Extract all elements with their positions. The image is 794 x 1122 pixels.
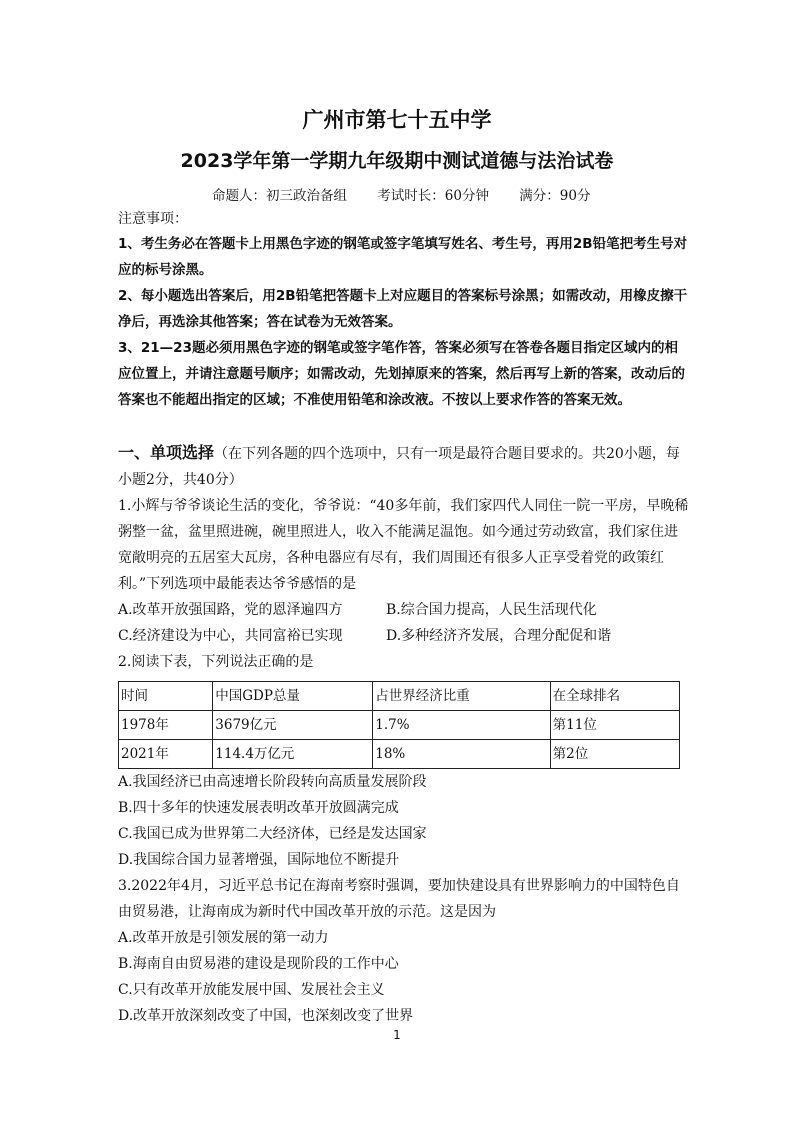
question-3-stem: 3.2022年4月，习近平总书记在海南考察时强调，要加快建设具有世界影响力的中国特色自由贸易港，让海南成为新时代中国改革开放的示范。这是因为 [118, 878, 680, 920]
setter-text: 命题人：初三政治备组 [212, 188, 347, 204]
gdp-table [118, 681, 680, 769]
question-1-options [118, 597, 690, 649]
duration-text: 考试时长：60分钟 [377, 188, 489, 204]
exam-meta [212, 184, 616, 204]
table-cell: 1.7% [373, 711, 550, 740]
exam-title: 2023学年第一学期九年级期中测试道德与法治试卷 [180, 150, 614, 172]
notice-item: 3、21—23题必须用黑色字迹的钢笔或签字笔作答，答案必须写在答卷各题目指定区域内的相应位置上，并请注意题号顺序；如需改动，先划掉原来的答案，然后再写上新的答案，改动后的答案也不能超出指定的区域；不准使用铅笔和涂改液。不按以上要求作答的答案无效。 [118, 340, 685, 408]
score-text: 满分：90分 [519, 188, 591, 204]
q3-option-b: B.海南自由贸易港的建设是现阶段的工作中心 [118, 956, 399, 972]
notice-heading: 注意事项： [118, 211, 188, 227]
notice-item: 1、考生务必在答题卡上用黑色字迹的钢笔或签字笔填写姓名、考生号，再用2B铅笔把考生号对应的标号涂黑。 [118, 236, 688, 278]
table-cell: 3679亿元 [213, 711, 373, 740]
q2-option-a: A.我国经济已由高速增长阶段转向高质量发展阶段 [118, 774, 427, 790]
table-row [119, 740, 680, 769]
section-instruction: （在下列各题的四个选项中，只有一项是最符合题目要求的。共20小题，每小题2分，共40分） [118, 446, 680, 488]
q1-option-a: A.改革开放强国路，党的恩泽遍四方 [118, 602, 343, 618]
notice-item: 2、每小题选出答案后，用2B铅笔把答题卡上对应题目的答案标号涂黑；如需改动，用橡皮擦干净后，再选涂其他答案；答在试卷为无效答案。 [118, 288, 688, 330]
table-cell: 18% [373, 740, 550, 769]
section-one [118, 440, 690, 1029]
question-1-stem: 1.小辉与爷爷谈论生活的变化，爷爷说：“40多年前，我们家四代人同住一院一平房，早晚稀粥整一盆，盆里照进碗，碗里照进人，收入不能满足温饱。如今通过劳动致富，我们家住进宽敞明亮的五居室大瓦房，各种电器应有尽有，我们周围还有很多人正享受着党的政策红利。”下列选项中最能表达爷爷感悟的是 [118, 498, 689, 592]
q3-option-d: D.改革开放深刻改变了中国，也深刻改变了世界 [118, 1008, 414, 1024]
page-number: 1 [393, 1028, 401, 1042]
table-cell: 1978年 [119, 711, 213, 740]
q3-option-c: C.只有改革开放能发展中国、发展社会主义 [118, 982, 385, 998]
section-heading: 一、单项选择 [118, 443, 215, 462]
table-header-cell: 中国GDP总量 [213, 682, 373, 711]
table-row [119, 711, 680, 740]
q1-option-d: D.多种经济齐发展，合理分配促和谐 [386, 628, 612, 644]
q3-option-a: A.改革开放是引领发展的第一动力 [118, 930, 329, 946]
q1-option-b: B.综合国力提高，人民生活现代化 [386, 602, 597, 618]
table-cell: 2021年 [119, 740, 213, 769]
section-header [118, 440, 690, 493]
question-2-stem: 2.阅读下表，下列说法正确的是 [118, 654, 314, 670]
table-cell: 第11位 [550, 711, 679, 740]
table-cell: 114.4万亿元 [213, 740, 373, 769]
q2-option-d: D.我国综合国力显著增强，国际地位不断提升 [118, 852, 400, 868]
q1-option-c: C.经济建设为中心，共同富裕已实现 [118, 628, 343, 644]
notice-list [118, 231, 690, 413]
q2-option-c: C.我国已成为世界第二大经济体，已经是发达国家 [118, 826, 427, 842]
table-header-cell: 时间 [119, 682, 213, 711]
table-cell: 第2位 [550, 740, 679, 769]
table-header-row [119, 682, 680, 711]
table-header-cell: 在全球排名 [550, 682, 679, 711]
table-header-cell: 占世界经济比重 [373, 682, 550, 711]
q2-option-b: B.四十多年的快速发展表明改革开放圆满完成 [118, 800, 399, 816]
school-title: 广州市第七十五中学 [302, 108, 492, 132]
